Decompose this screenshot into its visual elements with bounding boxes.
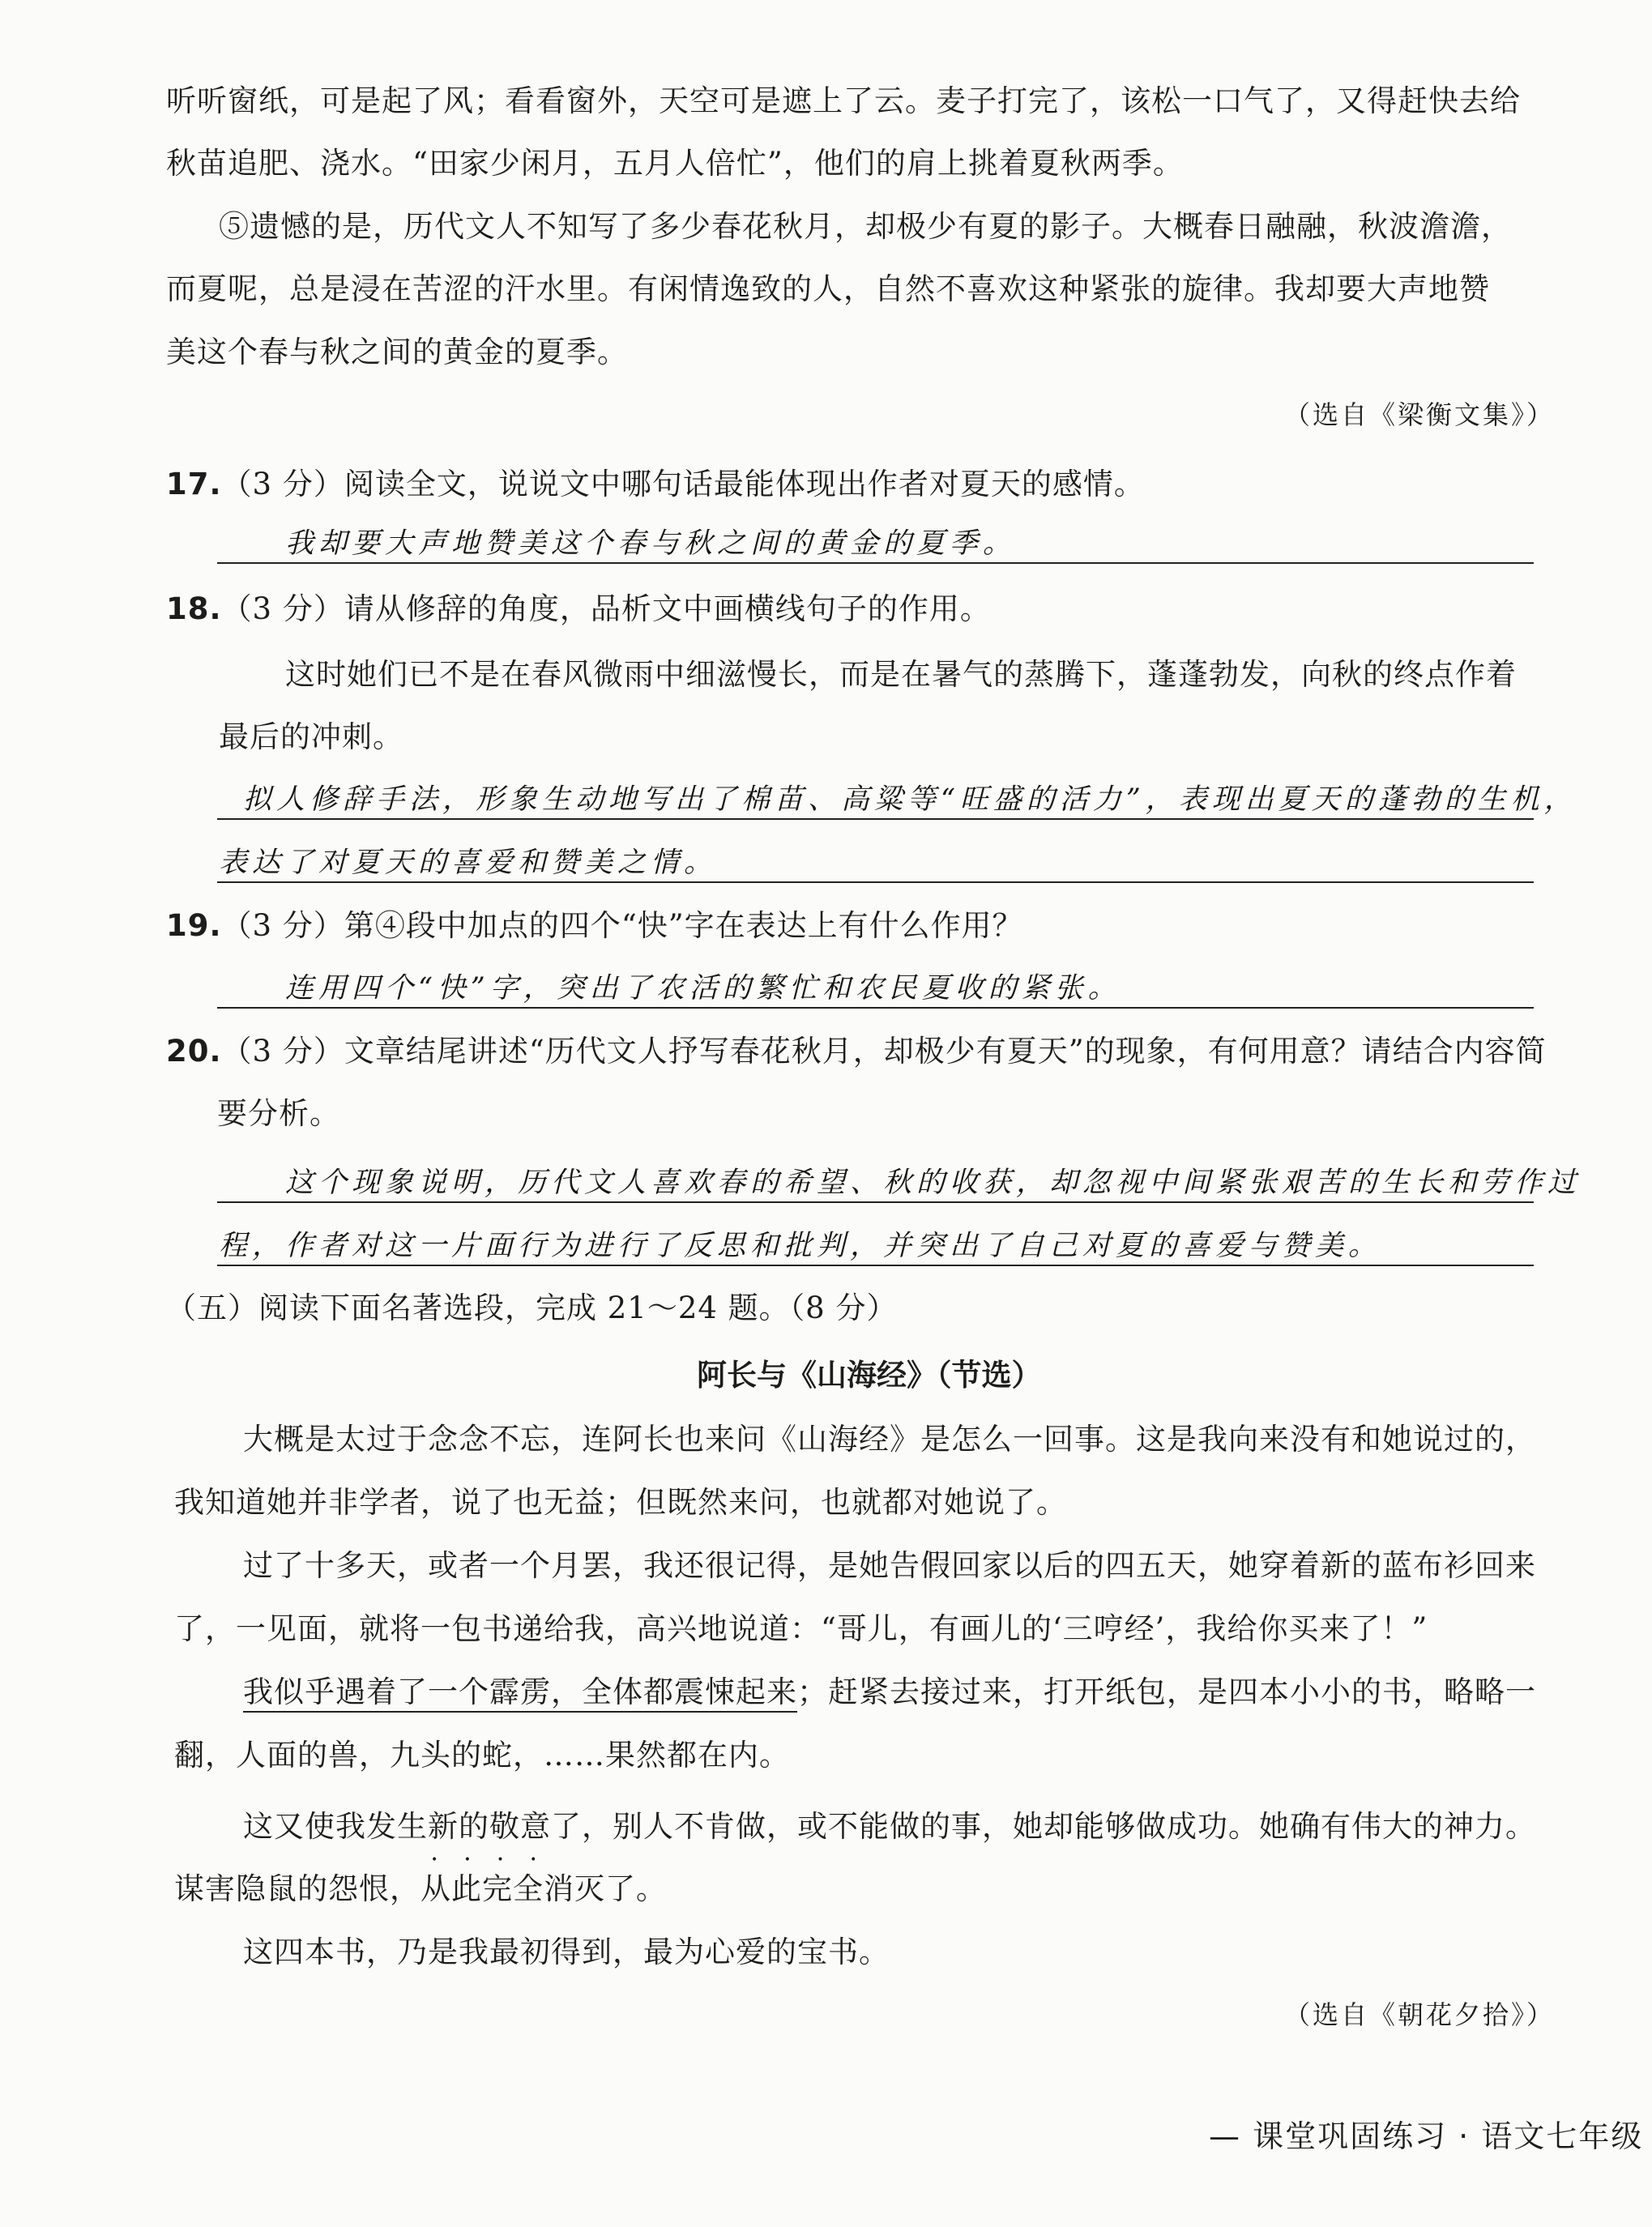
passage-line: 我知道她并非学者，说了也无益；但既然来问，也就都对她说了。	[174, 1485, 1067, 1520]
question-text: （3 分）文章结尾讲述“历代文人抒写春花秋月，却极少有夏天”的现象，有何用意？请结合内容简	[221, 1034, 1547, 1069]
answer-18: 表达了对夏天的喜爱和赞美之情。	[219, 847, 718, 879]
quoted-sentence: 这时她们已不是在春风微雨中细滋慢长，而是在暑气的蒸腾下，蓬蓬勃发，向秋的终点作着	[285, 657, 1517, 692]
passage-paragraph-5: ⑤遗憾的是，历代文人不知写了多少春花秋月，却极少有夏的影子。大概春日融融，秋波澹澹，	[219, 209, 1512, 244]
answer-20: 这个现象说明，历代文人喜欢春的希望、秋的收获，却忽视中间紧张艰苦的生长和劳作过	[285, 1167, 1582, 1199]
passage-line: 谋害隐鼠的怨恨，从此完全消灭了。	[174, 1871, 667, 1906]
question-number: 19.	[166, 908, 222, 943]
answer-20: 程，作者对这一片面行为进行了反思和批判，并突出了自己对夏的喜爱与赞美。	[219, 1230, 1382, 1262]
answer-line	[217, 818, 1534, 820]
question-18	[166, 589, 991, 629]
passage-title: 阿长与《山海经》（节选）	[697, 1358, 1042, 1393]
passage-line: 大概是太过于念念不忘，连阿长也来问《山海经》是怎么一回事。这是我向来没有和她说过的，	[243, 1422, 1536, 1457]
passage-source: （选自《朝花夕拾》）	[1284, 1999, 1556, 2030]
question-text: （3 分）第④段中加点的四个“快”字在表达上有什么作用？	[221, 908, 1023, 943]
question-17	[166, 464, 1145, 505]
question-number: 17.	[166, 467, 222, 501]
page-footer: — 课堂巩固练习 · 语文七年级	[1209, 2118, 1644, 2154]
answer-line	[217, 562, 1534, 564]
quoted-sentence: 最后的冲刺。	[219, 719, 403, 754]
question-19	[166, 906, 1023, 946]
answer-line	[217, 1201, 1534, 1203]
question-20	[166, 1031, 1547, 1072]
passage-line	[243, 1672, 1536, 1713]
question-text: （3 分）请从修辞的角度，品析文中画横线句子的作用。	[221, 591, 991, 626]
passage-text: ；赶紧去接过来，打开纸包，是四本小小的书，略略一	[797, 1675, 1536, 1709]
dotted-emphasis: 新的敬意 • • • •	[428, 1809, 551, 1844]
answer-line	[217, 881, 1534, 883]
answer-line	[217, 1265, 1534, 1266]
passage-line: 这四本书，乃是我最初得到，最为心爱的宝书。	[243, 1935, 890, 1969]
question-number: 20.	[166, 1034, 222, 1069]
underlined-sentence: 我似乎遇着了一个霹雳，全体都震悚起来	[243, 1675, 797, 1713]
answer-line	[217, 1007, 1534, 1009]
question-number: 18.	[166, 591, 222, 626]
passage-source: （选自《梁衡文集》）	[1284, 399, 1556, 430]
section-header: （五）阅读下面名著选段，完成 21～24 题。（8 分）	[166, 1291, 898, 1325]
question-text: （3 分）阅读全文，说说文中哪句话最能体现出作者对夏天的感情。	[221, 467, 1145, 501]
passage-line: 过了十多天，或者一个月罢，我还很记得，是她告假回家以后的四五天，她穿着新的蓝布衫回来	[243, 1548, 1536, 1583]
passage-line: 而夏呢，总是浸在苦涩的汗水里。有闲情逸致的人，自然不喜欢这种紧张的旋律。我却要大声地赞	[166, 271, 1490, 306]
answer-17: 我却要大声地赞美这个春与秋之间的黄金的夏季。	[285, 527, 1017, 560]
passage-text: 了，别人不肯做，或不能做的事，她却能够做成功。她确有伟大的神力。	[551, 1809, 1536, 1844]
passage-line	[243, 1807, 1536, 1847]
answer-19: 连用四个“快”字，突出了农活的繁忙和农民夏收的紧张。	[285, 972, 1121, 1005]
passage-line: 了，一见面，就将一包书递给我，高兴地说道：“哥儿，有画儿的‘三哼经’，我给你买来了！”	[174, 1611, 1428, 1646]
passage-line: 美这个春与秋之间的黄金的夏季。	[166, 335, 628, 369]
passage-line: 秋苗追肥、浇水。“田家少闲月，五月人倍忙”，他们的肩上挑着夏秋两季。	[166, 146, 1184, 181]
passage-line: 翻，人面的兽，九头的蛇，……果然都在内。	[174, 1738, 790, 1773]
question-text: 要分析。	[217, 1096, 340, 1131]
answer-18: 拟人修辞手法，形象生动地写出了棉苗、高粱等“旺盛的活力”，表现出夏天的蓬勃的生机，	[243, 783, 1577, 816]
passage-text: 这又使我发生	[243, 1809, 428, 1844]
passage-line: 听听窗纸，可是起了风；看看窗外，天空可是遮上了云。麦子打完了，该松一口气了，又得赶快去给	[166, 83, 1521, 118]
